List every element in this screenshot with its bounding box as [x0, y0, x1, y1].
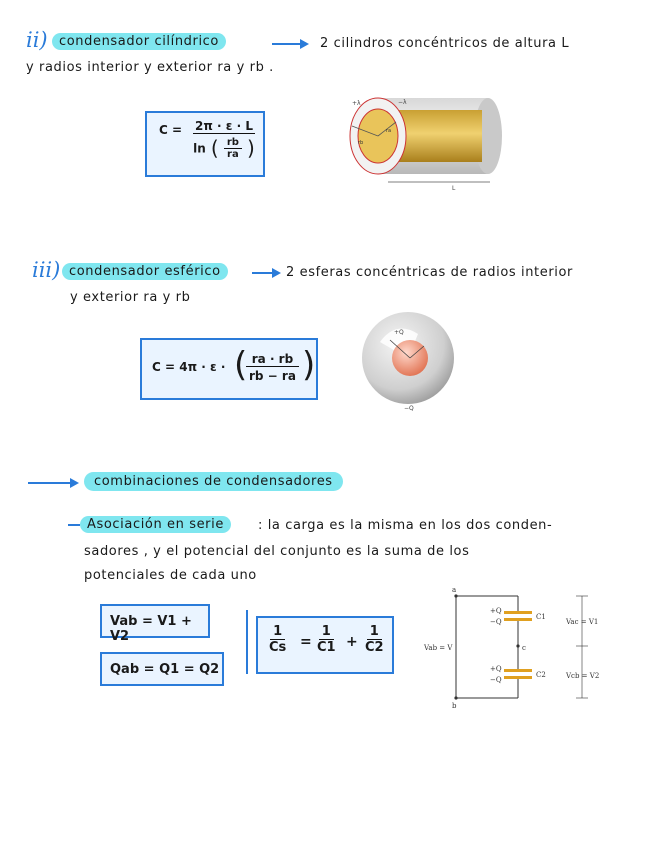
label-ra: ra	[386, 128, 392, 134]
formula-denominator: rb − ra	[249, 369, 296, 383]
label-rb: rb	[358, 140, 364, 146]
series-circuit-diagram	[422, 586, 622, 716]
description-line-1: 2 esferas concéntricas de radios interior	[286, 265, 573, 280]
label-plus-q: +Q	[394, 329, 404, 336]
c1-label: C1	[536, 613, 546, 621]
ln-label: ln	[193, 141, 206, 156]
vab-label: Vab = V	[424, 644, 453, 652]
section-number: iii)	[32, 258, 61, 282]
equals-sign: =	[300, 634, 312, 650]
formula-left: C = 4π · ε ·	[152, 360, 226, 374]
section-number: ii)	[26, 28, 48, 52]
frac-1-c1: $\frac{1}{C1}$	[317, 624, 336, 655]
frac-ra: ra	[227, 148, 239, 160]
label-minus-q: −Q	[404, 405, 414, 412]
node-b: b	[452, 702, 457, 710]
c2-minus-q: −Q	[490, 676, 502, 684]
label-length: L	[452, 185, 456, 192]
arrow-head	[272, 268, 281, 278]
voltage-sum-box	[100, 604, 210, 644]
frac-rb: rb	[224, 137, 242, 149]
arrow	[272, 43, 302, 45]
description-line-1: 2 cilindros concéntricos de altura L	[320, 36, 570, 51]
capacitance-series-box	[256, 616, 394, 674]
c1-minus-q: −Q	[490, 618, 502, 626]
charge-equal-equation: Qab = Q1 = Q2	[110, 662, 220, 677]
arrow-head	[300, 39, 309, 49]
plus-sign: +	[346, 634, 358, 650]
formula-numerator: ra · rb	[246, 352, 299, 367]
combinations-arrow-head	[70, 478, 79, 488]
node-a: a	[452, 586, 457, 594]
series-label: Asociación en serie	[80, 516, 231, 533]
formula-numerator: 2π · ε · L	[195, 119, 253, 133]
charge-equal-box	[100, 652, 224, 686]
series-line-2: sadores , y el potencial del conjunto es la suma de los	[84, 544, 470, 559]
combinations-title: combinaciones de condensadores	[84, 472, 343, 491]
section-spherical	[0, 250, 656, 420]
formula-fraction	[193, 119, 255, 160]
series-bullet	[68, 524, 80, 526]
arrow	[252, 272, 274, 274]
description-line-2: y exterior ra y rb	[70, 290, 191, 305]
c1-plus-q: +Q	[490, 607, 502, 615]
section-title: condensador esférico	[62, 263, 228, 280]
capacitance-formula-box	[145, 111, 265, 177]
divider	[246, 610, 248, 674]
formula-fraction	[246, 352, 299, 383]
label-plus-lambda: +λ	[352, 100, 361, 107]
c2-label: C2	[536, 671, 546, 679]
c2-plus-q: +Q	[490, 665, 502, 673]
formula-c-equals: C =	[159, 123, 183, 137]
voltage-sum-equation: Vab = V1 + V2	[110, 614, 192, 644]
description-line-2: y radios interior y exterior ra y rb .	[26, 60, 274, 75]
frac-1-cs: $\frac{1}{Cs}$	[269, 624, 287, 655]
node-c: c	[522, 644, 526, 652]
capacitance-formula-box: C = 4π · ε · ( $\frac{ra \cdot rb}{rb - ra}$ )	[140, 338, 318, 400]
formula-denominator: ln ( $\frac{rb}{ra}$ )	[193, 136, 255, 160]
section-title: condensador cilíndrico	[52, 33, 226, 50]
cylinder-figure	[340, 92, 510, 202]
label-minus-lambda: −λ	[398, 99, 407, 106]
series-line-3: potenciales de cada uno	[84, 568, 257, 583]
series-line-1: : la carga es la misma en los dos conden-	[258, 518, 553, 533]
combinations-arrow	[28, 482, 72, 484]
frac-1-c2: $\frac{1}{C2}$	[365, 624, 384, 655]
vcb-label: Vcb = V2	[566, 672, 600, 680]
vac-label: Vac = V1	[566, 618, 599, 626]
section-cylindrical	[0, 0, 656, 230]
sphere-figure	[360, 312, 460, 412]
